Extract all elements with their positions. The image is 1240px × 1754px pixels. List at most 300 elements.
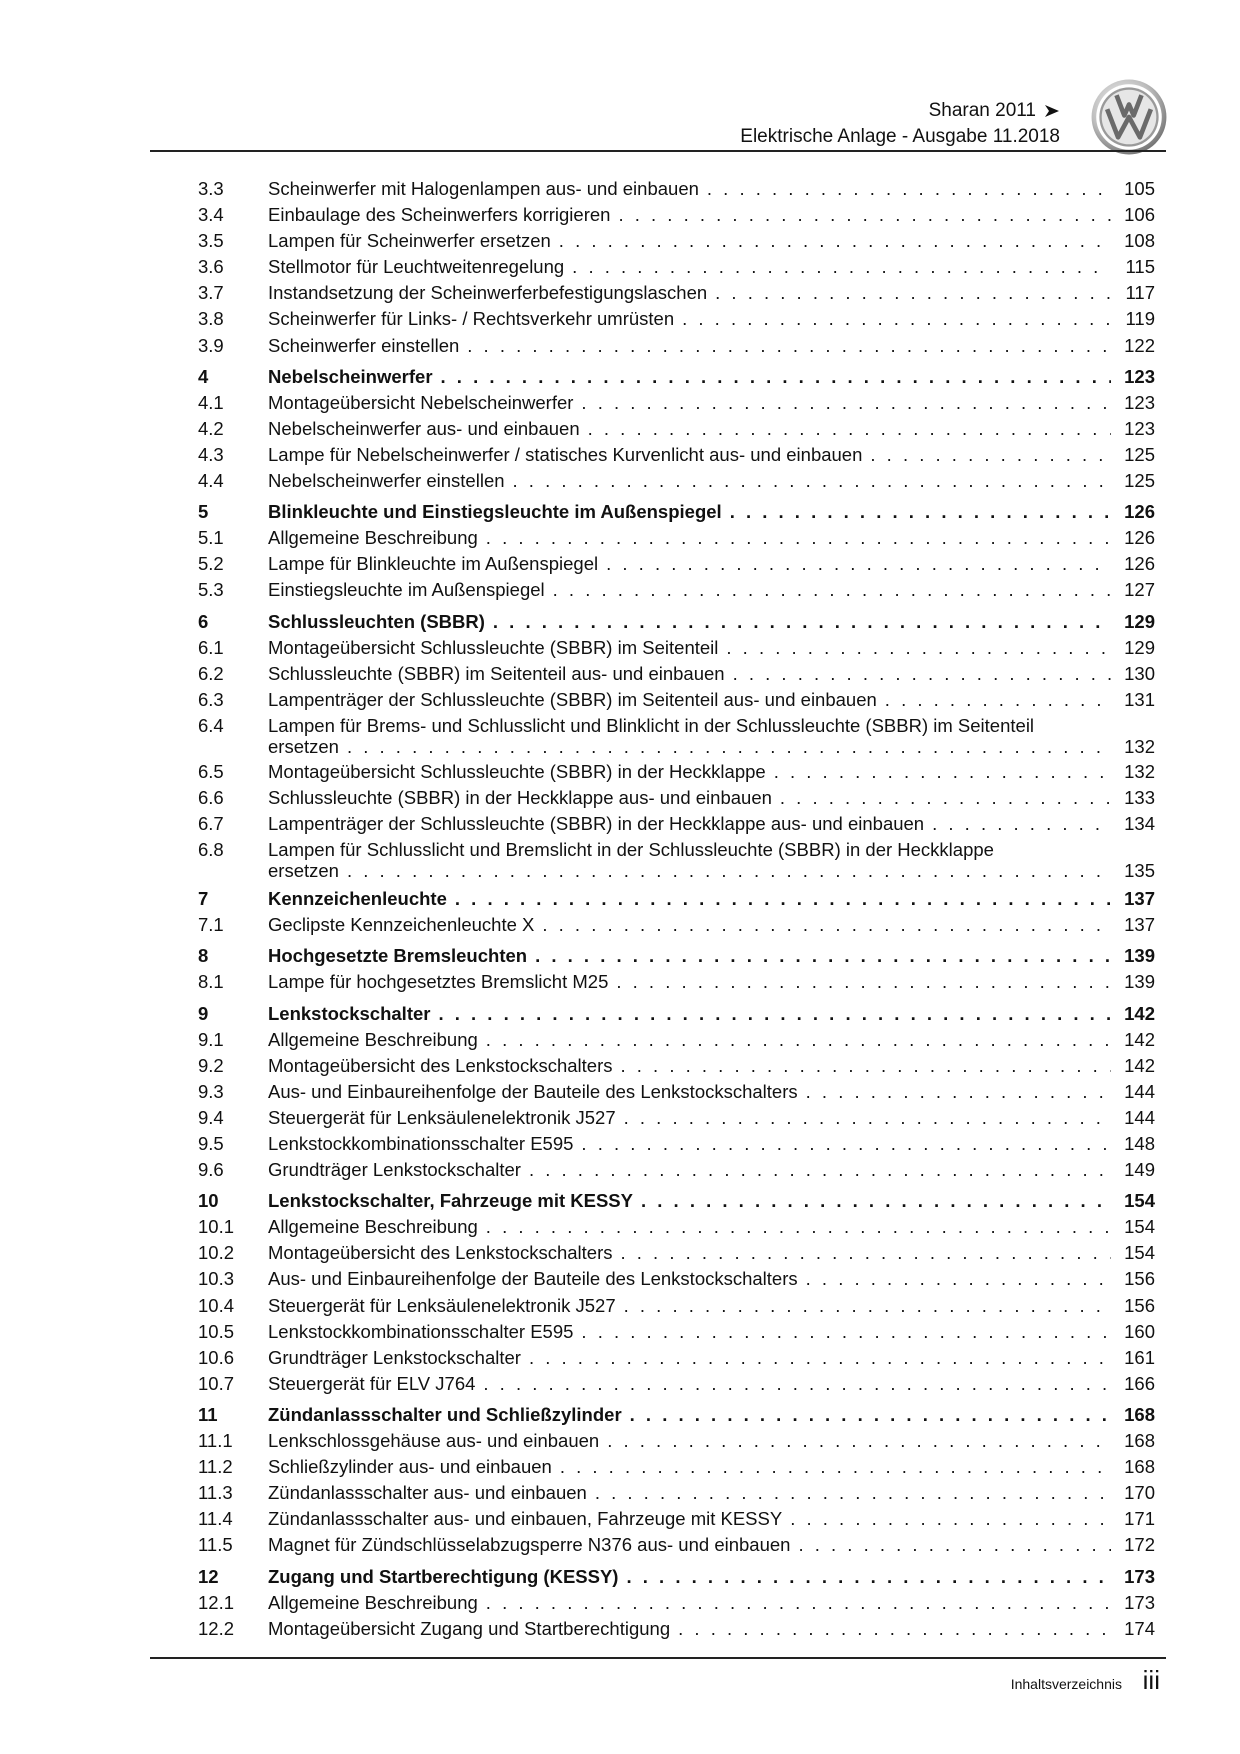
toc-entry-title: Einbaulage des Scheinwerfers korrigieren — [268, 204, 611, 226]
toc-entry-title: Steuergerät für ELV J764 — [268, 1372, 476, 1394]
toc-entry-body — [268, 1532, 1111, 1558]
toc-entry-page: 168 — [1124, 1456, 1155, 1478]
toc-entry-number: 9 — [198, 1002, 209, 1024]
toc-entry-number: 4 — [198, 365, 209, 387]
toc-entry-body — [268, 785, 1111, 811]
toc-leader-dots — [641, 1188, 1111, 1214]
toc-entry-row[interactable] — [198, 1266, 1155, 1292]
toc-entry-title: Grundträger Lenkstockschalter — [268, 1159, 521, 1181]
toc-entry-title: Aus- und Einbaureihenfolge der Bauteile des Lenkstockschalters — [268, 1080, 798, 1102]
toc-entry-row[interactable] — [198, 759, 1155, 785]
toc-leader-dots — [581, 390, 1111, 416]
arrow-right-icon — [1044, 104, 1060, 118]
header-model-text: Sharan 2011 — [928, 100, 1036, 121]
toc-leader-dots — [483, 1371, 1111, 1397]
toc-leader-dots — [678, 1616, 1111, 1642]
toc-entry-title: Steuergerät für Lenksäulenelektronik J527 — [268, 1106, 616, 1128]
toc-leader-dots — [588, 416, 1111, 442]
toc-entry-body — [268, 228, 1111, 254]
toc-entry-title: Lampe für Nebelscheinwerfer / statisches Kurvenlicht aus- und einbauen — [268, 443, 863, 465]
toc-entry-title: Lampen für Brems- und Schlusslicht und Blinklicht in der Schlussleuchte (SBBR) im Seitenteil — [268, 714, 1035, 736]
toc-entry-row[interactable] — [198, 1480, 1155, 1506]
toc-entry-body — [268, 364, 1111, 390]
toc-entry-page: 129 — [1124, 636, 1155, 658]
toc-entry-body — [268, 468, 1111, 494]
toc-entry-body — [268, 1428, 1111, 1454]
toc-entry-body — [268, 1214, 1111, 1240]
toc-entry-page: 149 — [1124, 1159, 1155, 1181]
toc-entry-body — [268, 661, 1111, 687]
toc-entry-page: 126 — [1124, 527, 1155, 549]
toc-entry-body — [268, 1293, 1111, 1319]
toc-entry-row[interactable] — [198, 1319, 1155, 1345]
toc-entry-title: Nebelscheinwerfer einstellen — [268, 470, 505, 492]
toc-entry-page: 115 — [1125, 256, 1155, 278]
toc-entry-title: Schließzylinder aus- und einbauen — [268, 1456, 552, 1478]
toc-entry-title-line2: ersetzen — [268, 735, 339, 757]
toc-entry-page: 156 — [1124, 1294, 1155, 1316]
toc-entry-title: Zugang und Startberechtigung (KESSY) — [268, 1565, 619, 1587]
toc-entry-title: Montageübersicht Schlussleuchte (SBBR) in der Heckklappe — [268, 760, 766, 782]
header-rule — [150, 150, 1166, 152]
toc-leader-dots — [513, 468, 1111, 494]
toc-leader-dots — [626, 1564, 1111, 1590]
toc-entry-number: 11.1 — [198, 1430, 233, 1452]
toc-entry-page: 170 — [1124, 1482, 1155, 1504]
toc-entry-page: 174 — [1124, 1617, 1155, 1639]
toc-entry-body — [268, 1345, 1111, 1371]
toc-entry-number: 5.2 — [198, 553, 224, 575]
toc-entry-body — [268, 254, 1111, 280]
toc-leader-dots — [780, 785, 1111, 811]
toc-entry-body — [268, 759, 1111, 785]
toc-entry-row[interactable] — [198, 468, 1155, 494]
toc-entry-number: 8.1 — [198, 971, 224, 993]
toc-entry-number: 9.3 — [198, 1080, 224, 1102]
toc-entry-page: 134 — [1124, 813, 1155, 835]
toc-entry-number: 11.5 — [198, 1534, 233, 1556]
toc-leader-dots — [486, 1214, 1111, 1240]
toc-leader-dots — [486, 1027, 1111, 1053]
toc-entry-body — [268, 1240, 1111, 1266]
toc-entry-title: Geclipste Kennzeichenleuchte X — [268, 914, 535, 936]
toc-entry-row[interactable] — [198, 785, 1155, 811]
toc-entry-body — [268, 1319, 1111, 1345]
toc-entry-title: Scheinwerfer für Links- / Rechtsverkehr umrüsten — [268, 308, 675, 330]
toc-entry-row[interactable] — [198, 1345, 1155, 1371]
toc-entry-title-line2: ersetzen — [268, 860, 339, 882]
toc-entry-row[interactable] — [198, 661, 1155, 687]
toc-entry-body — [268, 499, 1111, 525]
toc-entry-number: 10 — [198, 1190, 219, 1212]
toc-leader-dots — [595, 1480, 1111, 1506]
toc-entry-title: Aus- und Einbaureihenfolge der Bauteile des Lenkstockschalters — [268, 1268, 798, 1290]
toc-entry-row[interactable] — [198, 1079, 1155, 1105]
footer-section-label: Inhaltsverzeichnis — [1010, 1676, 1122, 1692]
toc-entry-body — [268, 1371, 1111, 1397]
toc-chapter-row[interactable] — [198, 943, 1155, 969]
toc-entry-number: 6.4 — [198, 714, 224, 736]
toc-entry-number: 12.2 — [198, 1617, 235, 1639]
toc-entry-title: Scheinwerfer mit Halogenlampen aus- und einbauen — [268, 178, 699, 199]
toc-entry-body — [268, 333, 1111, 359]
toc-entry-page: 172 — [1124, 1534, 1155, 1556]
toc-entry-body — [268, 1188, 1111, 1214]
toc-entry-number: 6.6 — [198, 786, 224, 808]
toc-entry-title: Lampen für Schlusslicht und Bremslicht in der Schlussleuchte (SBBR) in der Heckklappe — [268, 839, 994, 861]
toc-entry-row[interactable] — [198, 912, 1155, 938]
toc-entry-body — [268, 1027, 1111, 1053]
toc-leader-dots — [624, 1293, 1111, 1319]
toc-entry-row[interactable] — [198, 687, 1155, 713]
toc-entry-number: 9.1 — [198, 1028, 224, 1050]
toc-entry-number: 4.4 — [198, 470, 224, 492]
toc-entry-number: 9.2 — [198, 1054, 224, 1076]
toc-entry-body — [268, 1266, 1111, 1292]
toc-entry-page: 168 — [1124, 1403, 1155, 1425]
toc-entry-row[interactable] — [198, 969, 1155, 995]
toc-entry-title: Nebelscheinwerfer — [268, 365, 433, 387]
toc-leader-dots — [870, 442, 1111, 468]
toc-entry-page: 139 — [1124, 971, 1155, 993]
toc-entry-page: 132 — [1124, 760, 1155, 782]
toc-entry-title: Blinkleuchte und Einstiegsleuchte im Außenspiegel — [268, 501, 722, 523]
toc-entry-title: Zündanlassschalter aus- und einbauen — [268, 1482, 587, 1504]
toc-entry-number: 3.6 — [198, 256, 224, 278]
toc-leader-dots — [347, 736, 1111, 757]
toc-entry-body — [268, 912, 1111, 938]
toc-entry-title: Lampen für Scheinwerfer ersetzen — [268, 230, 551, 252]
toc-entry-body — [268, 811, 1111, 837]
toc-entry-page: 144 — [1124, 1106, 1155, 1128]
toc-entry-number: 7 — [198, 888, 209, 910]
toc-entry-number: 3.4 — [198, 204, 224, 226]
toc-entry-title: Lampe für hochgesetztes Bremslicht M25 — [268, 971, 609, 993]
toc-entry-page: 139 — [1124, 945, 1155, 967]
toc-entry-title: Lampenträger der Schlussleuchte (SBBR) in der Heckklappe aus- und einbauen — [268, 813, 925, 835]
toc-entry-row[interactable] — [198, 280, 1155, 306]
toc-entry-body — [268, 1564, 1111, 1590]
toc-entry-body — [268, 1079, 1111, 1105]
toc-entry-number: 3.5 — [198, 230, 224, 252]
toc-entry-row[interactable] — [198, 1371, 1155, 1397]
toc-entry-row[interactable] — [198, 416, 1155, 442]
toc-entry-body — [268, 969, 1111, 995]
toc-entry-number: 9.6 — [198, 1159, 224, 1181]
toc-entry-title-continuation — [268, 860, 1111, 881]
table-of-contents — [198, 176, 1155, 1642]
toc-entry-title: Montageübersicht Nebelscheinwerfer — [268, 391, 574, 413]
toc-entry-body — [268, 551, 1111, 577]
toc-entry-title: Hochgesetzte Bremsleuchten — [268, 945, 528, 967]
toc-entry-number: 9.5 — [198, 1133, 224, 1154]
header-model — [929, 100, 1060, 122]
toc-chapter-row[interactable] — [198, 609, 1155, 635]
toc-entry-page: 123 — [1124, 391, 1155, 413]
toc-chapter-row[interactable] — [198, 1402, 1155, 1428]
toc-entry-page: 171 — [1124, 1508, 1155, 1530]
toc-entry-row[interactable] — [198, 306, 1155, 332]
toc-entry-title: Lenkstockschalter, Fahrzeuge mit KESSY — [268, 1190, 633, 1212]
toc-entry-row[interactable] — [198, 1157, 1155, 1183]
toc-entry-body — [268, 390, 1111, 416]
toc-entry-title: Schlussleuchten (SBBR) — [268, 610, 485, 632]
toc-entry-body — [268, 1001, 1111, 1027]
toc-entry-number: 6 — [198, 610, 209, 632]
toc-entry-row[interactable] — [198, 1293, 1155, 1319]
toc-leader-dots — [486, 525, 1111, 551]
toc-entry-number: 9.4 — [198, 1106, 224, 1128]
toc-entry-body — [268, 1590, 1111, 1616]
toc-entry-row[interactable] — [198, 811, 1155, 837]
toc-entry-row[interactable] — [198, 1240, 1155, 1266]
toc-leader-dots — [572, 254, 1111, 280]
footer-rule — [150, 1657, 1166, 1659]
toc-entry-row[interactable] — [198, 176, 1155, 202]
toc-entry-page: 123 — [1124, 417, 1155, 439]
toc-entry-number: 3.9 — [198, 334, 224, 356]
toc-leader-dots — [467, 333, 1111, 359]
toc-entry-number: 6.1 — [198, 636, 224, 658]
toc-entry-body — [268, 306, 1111, 332]
toc-entry-title: Scheinwerfer einstellen — [268, 334, 460, 356]
toc-leader-dots — [790, 1506, 1111, 1532]
toc-entry-title: Lampenträger der Schlussleuchte (SBBR) im Seitenteil aus- und einbauen — [268, 688, 877, 710]
toc-entry-page: 154 — [1124, 1216, 1155, 1238]
toc-entry-title: Zündanlassschalter und Schließzylinder — [268, 1403, 622, 1425]
toc-entry-title: Allgemeine Beschreibung — [268, 1216, 478, 1238]
toc-leader-dots — [630, 1402, 1111, 1428]
toc-leader-dots — [932, 811, 1111, 837]
toc-entry-number: 5 — [198, 501, 209, 523]
toc-entry-body — [268, 176, 1111, 202]
toc-entry-row[interactable] — [198, 1027, 1155, 1053]
toc-entry-row[interactable] — [198, 551, 1155, 577]
toc-entry-page: 127 — [1124, 579, 1155, 601]
toc-leader-dots — [553, 577, 1111, 603]
toc-entry-row[interactable] — [198, 1532, 1155, 1558]
toc-entry-title: Einstiegsleuchte im Außenspiegel — [268, 579, 545, 601]
toc-entry-title: Montageübersicht Schlussleuchte (SBBR) im Seitenteil — [268, 636, 719, 658]
toc-chapter-row[interactable] — [198, 886, 1155, 912]
toc-entry-row[interactable] — [198, 839, 1155, 881]
toc-entry-title: Allgemeine Beschreibung — [268, 527, 478, 549]
toc-leader-dots — [715, 280, 1111, 306]
toc-entry-body — [268, 442, 1111, 468]
toc-leader-dots — [806, 1266, 1111, 1292]
toc-entry-number: 5.3 — [198, 579, 224, 601]
toc-entry-page: 130 — [1124, 662, 1155, 684]
toc-entry-row[interactable] — [198, 1214, 1155, 1240]
toc-entry-page: 126 — [1124, 501, 1155, 523]
toc-entry-row[interactable] — [198, 1428, 1155, 1454]
toc-entry-body — [268, 525, 1111, 551]
toc-entry-number: 11.3 — [198, 1482, 233, 1504]
toc-leader-dots — [606, 551, 1111, 577]
toc-leader-dots — [682, 306, 1111, 332]
toc-entry-body — [268, 280, 1111, 306]
toc-entry-row[interactable] — [198, 228, 1155, 254]
toc-leader-dots — [707, 176, 1111, 202]
toc-entry-page: 117 — [1125, 282, 1155, 304]
toc-leader-dots — [581, 1131, 1111, 1157]
toc-entry-page: 154 — [1124, 1190, 1155, 1212]
toc-leader-dots — [616, 969, 1111, 995]
toc-entry-page: 129 — [1124, 610, 1155, 632]
toc-entry-row[interactable] — [198, 1053, 1155, 1079]
toc-leader-dots — [798, 1532, 1111, 1558]
toc-entry-row[interactable] — [198, 1590, 1155, 1616]
toc-entry-page: 144 — [1124, 1080, 1155, 1102]
toc-chapter-row[interactable] — [198, 1001, 1155, 1027]
toc-entry-body — [268, 1131, 1111, 1157]
toc-entry-body — [268, 886, 1111, 912]
toc-leader-dots — [726, 635, 1111, 661]
toc-leader-dots — [774, 759, 1111, 785]
toc-entry-number: 3.8 — [198, 308, 224, 330]
toc-entry-row[interactable] — [198, 1131, 1155, 1157]
toc-entry-title: Grundträger Lenkstockschalter — [268, 1346, 521, 1368]
header-subtitle: Elektrische Anlage - Ausgabe 11.2018 — [740, 126, 1060, 147]
toc-chapter-row[interactable] — [198, 499, 1155, 525]
toc-entry-row[interactable] — [198, 577, 1155, 603]
toc-leader-dots — [607, 1428, 1111, 1454]
toc-chapter-row[interactable] — [198, 1188, 1155, 1214]
toc-entry-row[interactable] — [198, 715, 1155, 757]
toc-entry-number: 6.2 — [198, 662, 224, 684]
toc-entry-number: 10.2 — [198, 1242, 235, 1264]
toc-entry-page: 106 — [1124, 204, 1155, 226]
toc-entry-body — [268, 1105, 1111, 1131]
toc-entry-number: 6.5 — [198, 760, 224, 782]
toc-entry-page: 122 — [1124, 334, 1155, 356]
toc-entry-number: 10.3 — [198, 1268, 235, 1290]
toc-leader-dots — [347, 860, 1111, 881]
toc-entry-body — [268, 839, 1111, 881]
toc-entry-body — [268, 202, 1111, 228]
toc-entry-page: 123 — [1124, 365, 1155, 387]
toc-entry-number: 3.3 — [198, 178, 224, 199]
toc-entry-page: 126 — [1124, 553, 1155, 575]
toc-leader-dots — [560, 1454, 1111, 1480]
toc-entry-row[interactable] — [198, 254, 1155, 280]
toc-entry-page: 142 — [1124, 1002, 1155, 1024]
toc-entry-page: 137 — [1124, 888, 1155, 910]
toc-entry-body — [268, 1454, 1111, 1480]
toc-entry-row[interactable] — [198, 1506, 1155, 1532]
toc-entry-row[interactable] — [198, 390, 1155, 416]
toc-entry-number: 12 — [198, 1565, 219, 1587]
toc-entry-page: 131 — [1124, 688, 1155, 710]
toc-entry-title: Allgemeine Beschreibung — [268, 1591, 478, 1613]
toc-entry-row[interactable] — [198, 333, 1155, 359]
toc-entry-number: 10.4 — [198, 1294, 235, 1316]
toc-entry-page: 156 — [1124, 1268, 1155, 1290]
toc-leader-dots — [885, 687, 1111, 713]
toc-entry-number: 10.5 — [198, 1320, 235, 1342]
toc-entry-number: 11 — [198, 1403, 218, 1425]
toc-leader-dots — [806, 1079, 1111, 1105]
toc-entry-page: 108 — [1124, 230, 1155, 252]
toc-leader-dots — [624, 1105, 1111, 1131]
toc-entry-title: Kennzeichenleuchte — [268, 888, 447, 910]
toc-entry-page: 161 — [1124, 1346, 1155, 1368]
toc-entry-body — [268, 1506, 1111, 1532]
toc-entry-page: 142 — [1124, 1054, 1155, 1076]
toc-entry-page: 119 — [1125, 308, 1155, 330]
toc-entry-page: 135 — [1124, 860, 1155, 882]
toc-leader-dots — [529, 1157, 1111, 1183]
toc-entry-title: Schlussleuchte (SBBR) in der Heckklappe aus- und einbauen — [268, 786, 772, 808]
toc-entry-title: Lampe für Blinkleuchte im Außenspiegel — [268, 553, 599, 575]
toc-entry-row[interactable] — [198, 1454, 1155, 1480]
toc-leader-dots — [559, 228, 1111, 254]
toc-entry-body — [268, 943, 1111, 969]
footer-page-number: iii — [1142, 1665, 1160, 1695]
toc-entry-page: 125 — [1124, 470, 1155, 492]
toc-entry-page: 142 — [1124, 1028, 1155, 1050]
toc-entry-title: Montageübersicht des Lenkstockschalters — [268, 1242, 613, 1264]
toc-entry-number: 4.3 — [198, 443, 224, 465]
toc-entry-title: Montageübersicht Zugang und Startberechtigung — [268, 1617, 671, 1639]
toc-entry-body — [268, 1480, 1111, 1506]
toc-entry-title: Montageübersicht des Lenkstockschalters — [268, 1054, 613, 1076]
toc-entry-title: Instandsetzung der Scheinwerferbefestigungslaschen — [268, 282, 708, 304]
toc-entry-number: 10.6 — [198, 1346, 235, 1368]
toc-entry-page: 105 — [1124, 178, 1155, 199]
toc-entry-page: 133 — [1124, 786, 1155, 808]
toc-entry-number: 3.7 — [198, 282, 224, 304]
toc-chapter-row[interactable] — [198, 1564, 1155, 1590]
toc-chapter-row[interactable] — [198, 364, 1155, 390]
toc-entry-number: 10.1 — [198, 1216, 235, 1238]
toc-entry-title: Lenkstockkombinationsschalter E595 — [268, 1320, 574, 1342]
toc-entry-title: Steuergerät für Lenksäulenelektronik J527 — [268, 1294, 616, 1316]
toc-entry-number: 6.3 — [198, 688, 224, 710]
toc-leader-dots — [438, 1001, 1111, 1027]
toc-entry-row[interactable] — [198, 525, 1155, 551]
toc-entry-body — [268, 1053, 1111, 1079]
toc-entry-body — [268, 687, 1111, 713]
toc-entry-row[interactable] — [198, 1105, 1155, 1131]
toc-leader-dots — [441, 364, 1111, 390]
toc-entry-body — [268, 1616, 1111, 1642]
vw-logo — [1090, 78, 1168, 156]
toc-leader-dots — [542, 912, 1111, 938]
toc-leader-dots — [621, 1240, 1112, 1266]
toc-entry-page: 160 — [1124, 1320, 1155, 1342]
toc-entry-title: Zündanlassschalter aus- und einbauen, Fahrzeuge mit KESSY — [268, 1508, 783, 1530]
toc-leader-dots — [618, 202, 1111, 228]
toc-entry-page: 125 — [1124, 443, 1155, 465]
toc-entry-page: 154 — [1124, 1242, 1155, 1264]
toc-entry-page: 137 — [1124, 914, 1155, 936]
toc-entry-row[interactable] — [198, 635, 1155, 661]
toc-entry-body — [268, 1402, 1111, 1428]
toc-entry-body — [268, 577, 1111, 603]
toc-entry-number: 12.1 — [198, 1591, 235, 1613]
toc-leader-dots — [493, 609, 1111, 635]
toc-entry-number: 10.7 — [198, 1372, 235, 1394]
toc-leader-dots — [529, 1345, 1111, 1371]
toc-entry-title: Lenkschlossgehäuse aus- und einbauen — [268, 1430, 600, 1452]
toc-leader-dots — [733, 661, 1111, 687]
toc-entry-row[interactable] — [198, 202, 1155, 228]
toc-entry-number: 8 — [198, 945, 209, 967]
toc-entry-title: Lenkstockkombinationsschalter E595 — [268, 1133, 574, 1154]
toc-entry-row[interactable] — [198, 1616, 1155, 1642]
toc-entry-row[interactable] — [198, 442, 1155, 468]
